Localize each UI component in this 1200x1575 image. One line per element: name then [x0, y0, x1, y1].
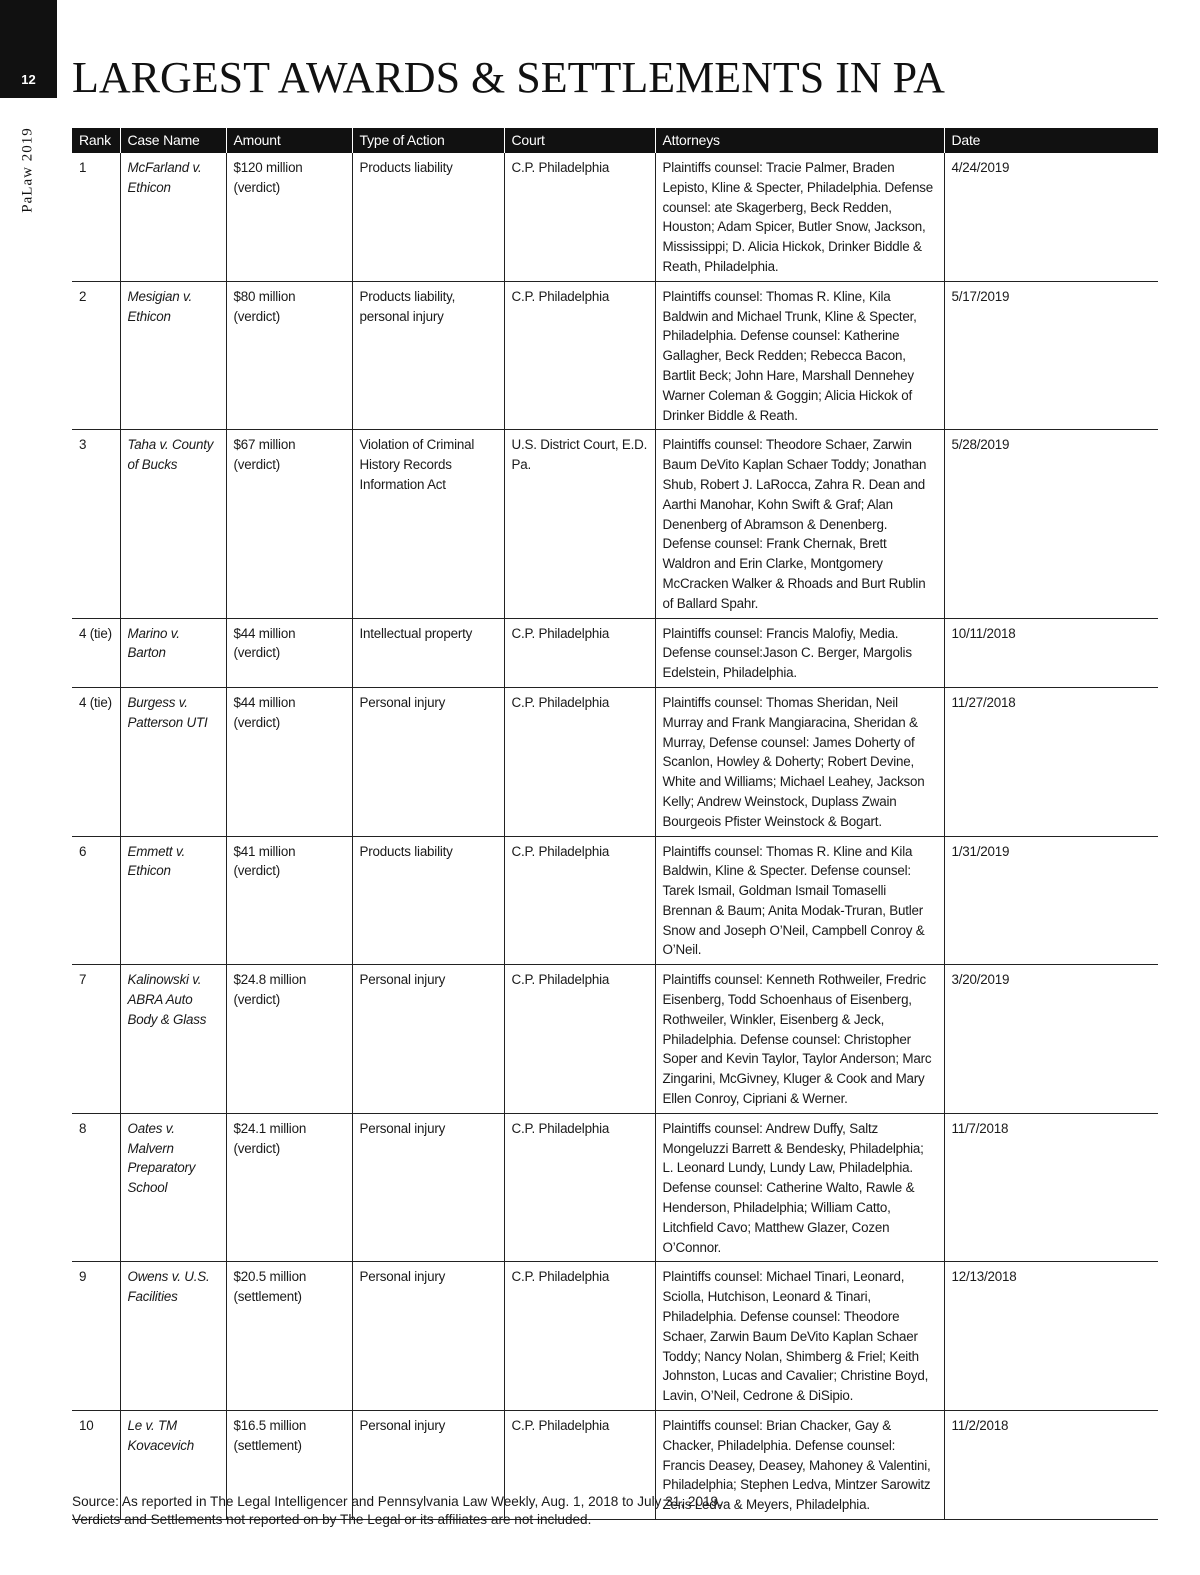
amount-cell: $44 million (verdict) — [226, 618, 352, 687]
rank-cell: 8 — [72, 1113, 120, 1262]
attorneys-cell: Plaintiffs counsel: Andrew Duffy, Saltz Mongeluzzi Barrett & Bendesky, Philadelphia; L. Leonard Lundy, Lundy Law, Philadelphia. Defense counsel: Catherine Walto, Rawle & Henderson, Philadelphia; William Catto, Litchfield Cavo; Matthew Glazer, Cozen O’Connor. — [655, 1113, 944, 1262]
table-row — [72, 965, 1158, 1114]
date-cell: 11/7/2018 — [944, 1113, 1158, 1262]
rank-cell: 3 — [72, 430, 120, 618]
amount-cell: $80 million (verdict) — [226, 281, 352, 430]
attorneys-cell: Plaintiffs counsel: Thomas R. Kline and Kila Baldwin, Kline & Specter. Defense counsel: Tarek Ismail, Goldman Ismail Tomaselli Brennan & Baum; Anita Modak-Truran, Butler Snow and Joseph O’Neil, Campbell Conroy & O’Neil. — [655, 836, 944, 965]
page-number-tab — [0, 0, 57, 98]
table-row — [72, 153, 1158, 281]
table-row — [72, 430, 1158, 618]
type-cell: Personal injury — [352, 1411, 504, 1520]
rank-cell: 1 — [72, 153, 120, 281]
case-name-cell: Le v. TM Kovacevich — [120, 1411, 226, 1520]
type-cell: Violation of Criminal History Records Information Act — [352, 430, 504, 618]
date-cell: 11/27/2018 — [944, 687, 1158, 836]
source-line: Source: As reported in The Legal Intelligencer and Pennsylvania Law Weekly, Aug. 1, 2018 to July 31, 2019. — [72, 1494, 722, 1509]
page-number: 12 — [21, 72, 36, 87]
date-cell: 4/24/2019 — [944, 153, 1158, 281]
type-cell: Personal injury — [352, 1113, 504, 1262]
attorneys-cell: Plaintiffs counsel: Francis Malofiy, Media. Defense counsel:Jason C. Berger, Margolis Edelstein, Philadelphia. — [655, 618, 944, 687]
table-row — [72, 618, 1158, 687]
table-row — [72, 281, 1158, 430]
exclusion-note: Verdicts and Settlements not reported on by The Legal or its affiliates are not included. — [72, 1512, 592, 1527]
court-cell: U.S. District Court, E.D. Pa. — [504, 430, 655, 618]
case-name-cell: Emmett v. Ethicon — [120, 836, 226, 965]
type-cell: Intellectual property — [352, 618, 504, 687]
date-cell: 1/31/2019 — [944, 836, 1158, 965]
source-note — [72, 1493, 1072, 1529]
table-row — [72, 836, 1158, 965]
date-cell: 3/20/2019 — [944, 965, 1158, 1114]
publication-side-label: PaLaw 2019 — [19, 127, 36, 213]
court-cell: C.P. Philadelphia — [504, 1113, 655, 1262]
attorneys-cell: Plaintiffs counsel: Theodore Schaer, Zarwin Baum DeVito Kaplan Schaer Toddy; Jonathan Shub, Robert J. LaRocca, Zahra R. Dean and Aarthi Manohar, Kohn Swift & Graf; Alan Denenberg of Abramson & Denenberg. Defense counsel: Frank Chernak, Brett Waldron and Erin Clarke, Montgomery McCracken Walker & Rhoads and Burt Rublin of Ballard Spahr. — [655, 430, 944, 618]
header-court: Court — [504, 128, 655, 153]
header-type-of-action: Type of Action — [352, 128, 504, 153]
awards-table — [72, 128, 1158, 1520]
rank-cell: 10 — [72, 1411, 120, 1520]
amount-cell: $67 million (verdict) — [226, 430, 352, 618]
header-amount: Amount — [226, 128, 352, 153]
amount-cell: $16.5 million (settlement) — [226, 1411, 352, 1520]
court-cell: C.P. Philadelphia — [504, 965, 655, 1114]
type-cell: Personal injury — [352, 1262, 504, 1411]
type-cell: Products liability, personal injury — [352, 281, 504, 430]
page-title: LARGEST AWARDS & SETTLEMENTS IN PA — [72, 53, 945, 102]
date-cell: 12/13/2018 — [944, 1262, 1158, 1411]
type-cell: Products liability — [352, 836, 504, 965]
date-cell: 5/17/2019 — [944, 281, 1158, 430]
amount-cell: $120 million (verdict) — [226, 153, 352, 281]
court-cell: C.P. Philadelphia — [504, 1262, 655, 1411]
attorneys-cell: Plaintiffs counsel: Thomas R. Kline, Kila Baldwin and Michael Trunk, Kline & Specter, Philadelphia. Defense counsel: Katherine Gallagher, Beck Redden; Rebecca Bacon, Bartlit Beck; John Hare, Marshall Dennehey Warner Coleman & Goggin; Alicia Hickok of Drinker Biddle & Reath. — [655, 281, 944, 430]
table-row — [72, 687, 1158, 836]
attorneys-cell: Plaintiffs counsel: Brian Chacker, Gay & Chacker, Philadelphia. Defense counsel: Francis Deasey, Deasey, Mahoney & Valentini, Philadelphia; Stephen Ledva, Mintzer Sarowitz Zeris Ledva & Meyers, Philadelphia. — [655, 1411, 944, 1520]
table-row — [72, 1262, 1158, 1411]
type-cell: Personal injury — [352, 687, 504, 836]
case-name-cell: Owens v. U.S. Facilities — [120, 1262, 226, 1411]
attorneys-cell: Plaintiffs counsel: Kenneth Rothweiler, Fredric Eisenberg, Todd Schoenhaus of Eisenberg, Rothweiler, Winkler, Eisenberg & Jeck, Philadelphia. Defense counsel: Christopher Soper and Kevin Taylor, Taylor Anderson; Marc Zingarini, McGivney, Kluger & Cook and Mary Ellen Conroy, Cipriani & Werner. — [655, 965, 944, 1114]
type-cell: Personal injury — [352, 965, 504, 1114]
rank-cell: 2 — [72, 281, 120, 430]
case-name-cell: Kalinowski v. ABRA Auto Body & Glass — [120, 965, 226, 1114]
attorneys-cell: Plaintiffs counsel: Michael Tinari, Leonard, Sciolla, Hutchison, Leonard & Tinari, Philadelphia. Defense counsel: Theodore Schaer, Zarwin Baum DeVito Kaplan Schaer Toddy; Nancy Nolan, Shimberg & Friel; Keith Johnston, Lucas and Cavalier; Christine Boyd, Lavin, O’Neil, Cedrone & DiSipio. — [655, 1262, 944, 1411]
header-case-name: Case Name — [120, 128, 226, 153]
court-cell: C.P. Philadelphia — [504, 281, 655, 430]
court-cell: C.P. Philadelphia — [504, 618, 655, 687]
header-date: Date — [944, 128, 1158, 153]
table-row — [72, 1113, 1158, 1262]
amount-cell: $41 million (verdict) — [226, 836, 352, 965]
amount-cell: $24.8 million (verdict) — [226, 965, 352, 1114]
case-name-cell: Marino v. Barton — [120, 618, 226, 687]
amount-cell: $24.1 million (verdict) — [226, 1113, 352, 1262]
attorneys-cell: Plaintiffs counsel: Tracie Palmer, Braden Lepisto, Kline & Specter, Philadelphia. Defense counsel: ate Skagerberg, Beck Redden, Houston; Adam Spicer, Butler Snow, Jackson, Mississippi; D. Alicia Hickok, Drinker Biddle & Reath, Philadelphia. — [655, 153, 944, 281]
amount-cell: $44 million (verdict) — [226, 687, 352, 836]
case-name-cell: Mesigian v. Ethicon — [120, 281, 226, 430]
case-name-cell: Oates v. Malvern Preparatory School — [120, 1113, 226, 1262]
rank-cell: 4 (tie) — [72, 618, 120, 687]
date-cell: 10/11/2018 — [944, 618, 1158, 687]
rank-cell: 4 (tie) — [72, 687, 120, 836]
case-name-cell: Taha v. County of Bucks — [120, 430, 226, 618]
attorneys-cell: Plaintiffs counsel: Thomas Sheridan, Neil Murray and Frank Mangiaracina, Sheridan & Murray, Defense counsel: James Doherty of Scanlon, Howley & Doherty; Robert Devine, White and Williams; Michael Leahey, Jackson Kelly; Andrew Weinstock, Duplass Zwain Bourgeois Pfister Weinstock & Bogart. — [655, 687, 944, 836]
court-cell: C.P. Philadelphia — [504, 687, 655, 836]
court-cell: C.P. Philadelphia — [504, 836, 655, 965]
court-cell: C.P. Philadelphia — [504, 153, 655, 281]
header-attorneys: Attorneys — [655, 128, 944, 153]
type-cell: Products liability — [352, 153, 504, 281]
rank-cell: 6 — [72, 836, 120, 965]
amount-cell: $20.5 million (settlement) — [226, 1262, 352, 1411]
case-name-cell: McFarland v. Ethicon — [120, 153, 226, 281]
rank-cell: 7 — [72, 965, 120, 1114]
case-name-cell: Burgess v. Patterson UTI — [120, 687, 226, 836]
court-cell: C.P. Philadelphia — [504, 1411, 655, 1520]
header-rank: Rank — [72, 128, 120, 153]
date-cell: 5/28/2019 — [944, 430, 1158, 618]
date-cell: 11/2/2018 — [944, 1411, 1158, 1520]
rank-cell: 9 — [72, 1262, 120, 1411]
table-header-row — [72, 128, 1158, 153]
